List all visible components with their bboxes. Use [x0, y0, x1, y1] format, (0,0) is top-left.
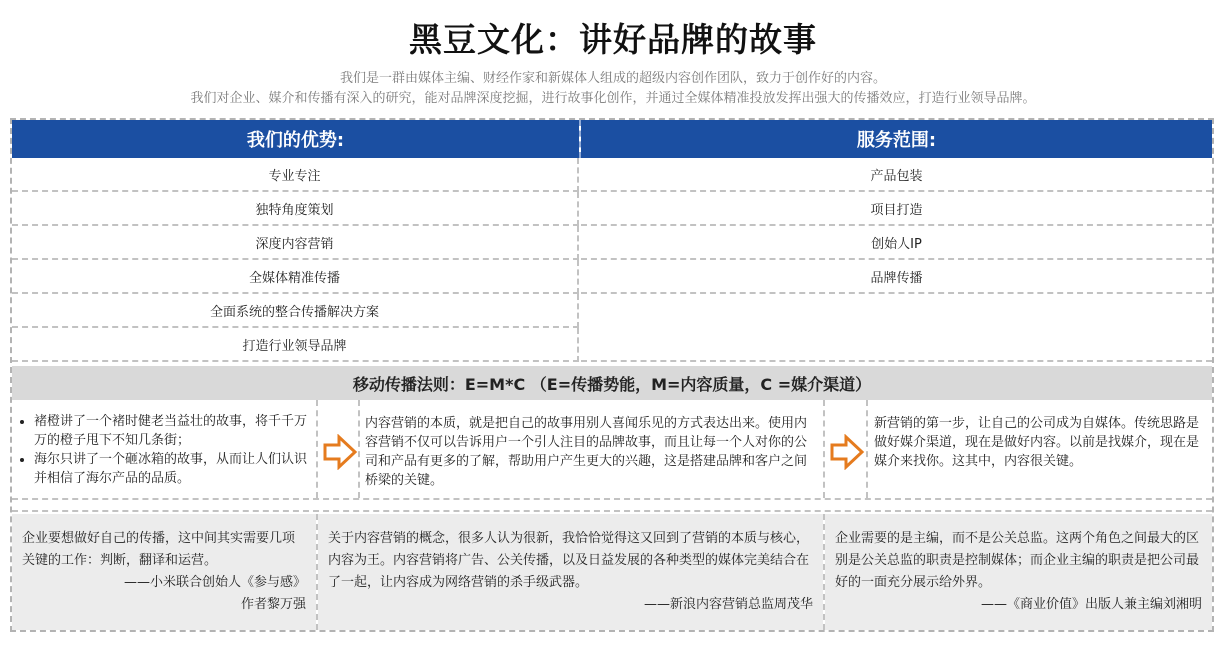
services-header: 服务范围: [581, 120, 1212, 158]
quote-text: 企业需要的是主编，而不是公关总监。这两个角色之间最大的区别是公关总监的职责是控制媒体；而企业主编的职责是把公司最好的一面充分展示给外界。 [835, 531, 1200, 590]
quote-source: ——《商业价值》出版人兼主编刘湘明 [980, 597, 1202, 612]
service-empty-cell [581, 294, 1212, 328]
page-title: 黑豆文化：讲好品牌的故事 [409, 20, 817, 59]
column-divider [823, 400, 825, 498]
column-divider [316, 400, 318, 498]
intro-line-2: 我们对企业、媒介和传播有深入的研究，能对品牌深度挖掘，进行故事化创作，并通过全媒体精准投放发挥出强大的传播效应，打造行业领导品牌。 [190, 91, 1036, 106]
service-empty-cell [581, 328, 1212, 362]
quote-card [825, 514, 1212, 630]
quote-card [12, 514, 316, 630]
advantages-header: 我们的优势: [12, 120, 579, 158]
advantage-item: 打造行业领导品牌 [12, 328, 579, 362]
quote-source: 作者黎万强 [240, 597, 306, 612]
story-bullet: • 褚橙讲了一个褚时健老当益壮的故事，将千千万万的橙子甩下不知几条街； [34, 412, 312, 450]
quote-source: ——小米联合创始人《参与感》 [123, 575, 306, 590]
advantage-item: 专业专注 [12, 158, 579, 192]
quote-text: 关于内容营销的概念，很多人认为很新，我恰恰觉得这又回到了营销的本质与核心，内容为王。内容营销将广告、公关传播，以及日益发展的各种类型的媒体完美结合在了一起，让内容成为网络营销的杀手级武器。 [328, 531, 810, 590]
section-spacer [12, 498, 1212, 512]
new-marketing-text: 新营销的第一步，让自己的公司成为自媒体。传统思路是做好媒介渠道，现在是做好内容。以前是找媒介，现在是媒介来找你。这其中，内容很关键。 [874, 416, 1200, 469]
advantage-item: 独特角度策划 [12, 192, 579, 226]
service-item: 产品包装 [581, 158, 1212, 192]
quote-card [318, 514, 823, 630]
service-item: 品牌传播 [581, 260, 1212, 294]
arrow-right-icon [322, 434, 358, 470]
mobile-communication-law: 移动传播法则：E=M*C （E=传播势能，M=内容质量，C =媒介渠道） [12, 366, 1212, 400]
quote-text: 企业要想做好自己的传播，这中间其实需要几项关键的工作：判断，翻译和运营。 [22, 531, 296, 568]
advantage-item: 深度内容营销 [12, 226, 579, 260]
service-item: 创始人IP [581, 226, 1212, 260]
quote-source: ——新浪内容营销总监周茂华 [643, 597, 813, 612]
service-item: 项目打造 [581, 192, 1212, 226]
arrow-right-icon [829, 434, 865, 470]
intro-line-1: 我们是一群由媒体主编、财经作家和新媒体人组成的超级内容创作团队，致力于创作好的内容。 [339, 71, 886, 86]
advantage-item: 全媒体精准传播 [12, 260, 579, 294]
story-bullet: • 海尔只讲了一个砸冰箱的故事，从而让人们认识并相信了海尔产品的品质。 [34, 450, 312, 488]
content-marketing-text: 内容营销的本质，就是把自己的故事用别人喜闻乐见的方式表达出来。使用内容营销不仅可以告诉用户一个引人注目的品牌故事，而且让每一个人对你的公司和产品有更多的了解，帮助用户产生更大的兴趣，这是搭建品牌和客户之间桥梁的关键。 [365, 416, 808, 488]
advantage-item: 全面系统的整合传播解决方案 [12, 294, 579, 328]
column-divider [358, 400, 360, 498]
column-divider [866, 400, 868, 498]
story-examples [16, 412, 312, 510]
